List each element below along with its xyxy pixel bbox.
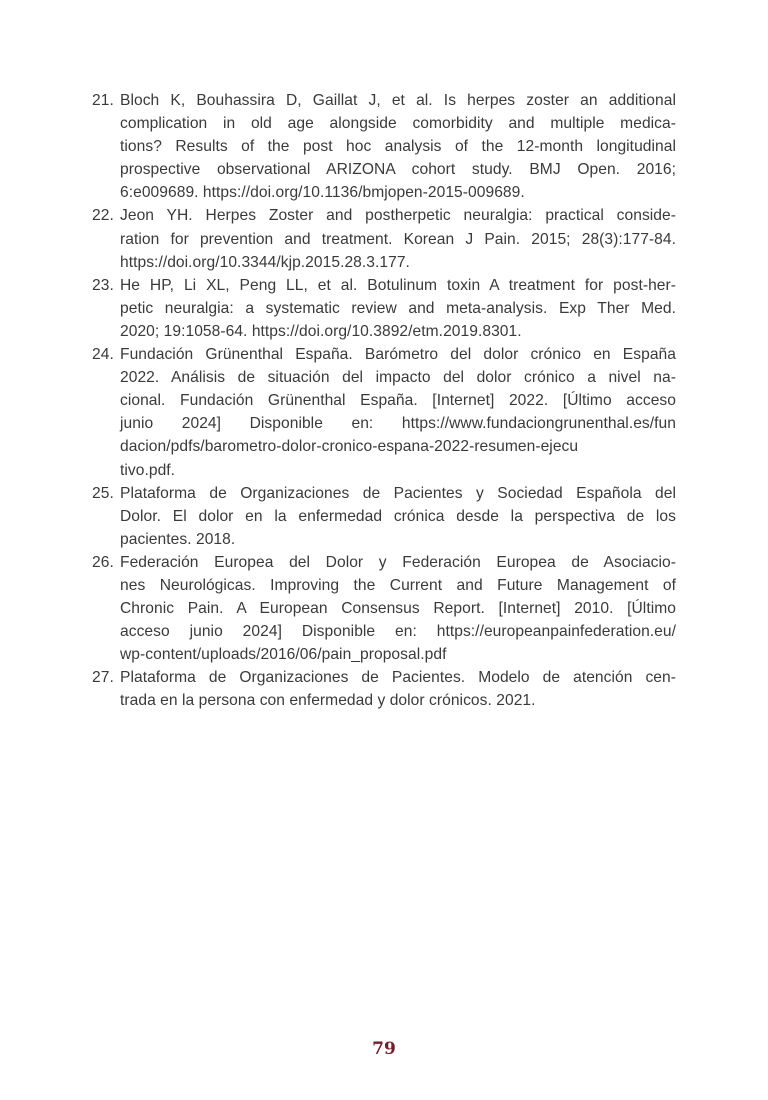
reference-item (92, 204, 676, 273)
reference-text-line: cional. Fundación Grünenthal España. [Internet] 2022. [Último acceso (120, 392, 676, 410)
reference-text-line: Federación Europea del Dolor y Federación Europea de Asociacio- (120, 553, 676, 571)
reference-item (92, 482, 676, 551)
reference-text-line: acceso junio 2024] Disponible en: https://europeanpainfederation.eu/ (120, 623, 676, 641)
reference-text-line: He HP, Li XL, Peng LL, et al. Botulinum toxin A treatment for post-her- (120, 276, 676, 294)
reference-text-line: Chronic Pain. A European Consensus Report. [Internet] 2010. [Último (120, 600, 676, 618)
reference-text-line: pacientes. 2018. (120, 530, 236, 548)
reference-list (92, 89, 676, 713)
reference-number: 27. (92, 669, 114, 687)
reference-text-line: https://doi.org/10.3344/kjp.2015.28.3.177. (120, 253, 410, 271)
reference-number: 23. (92, 276, 114, 294)
reference-number: 21. (92, 92, 114, 109)
reference-item (92, 666, 676, 712)
reference-text-line: wp-content/uploads/2016/06/pain_proposal.pdf (120, 646, 447, 664)
reference-number: 22. (92, 207, 114, 225)
reference-text-line: Jeon YH. Herpes Zoster and postherpetic neuralgia: practical conside- (120, 207, 676, 225)
reference-text-line: nes Neurológicas. Improving the Current and Future Management of (120, 576, 676, 594)
reference-text-line: complication in old age alongside comorbidity and multiple medica- (120, 115, 676, 133)
reference-text-line: 2020; 19:1058-64. https://doi.org/10.3892/etm.2019.8301. (120, 322, 522, 340)
reference-text-line: 2022. Análisis de situación del impacto del dolor crónico a nivel na- (120, 369, 676, 387)
reference-text-line: Fundación Grünenthal España. Barómetro del dolor crónico en España (120, 346, 676, 364)
reference-item (92, 274, 676, 343)
reference-text-line: tions? Results of the post hoc analysis of the 12-month longitudinal (120, 138, 676, 156)
reference-text-line: junio 2024] Disponible en: https://www.fundaciongrunenthal.es/fun (120, 415, 676, 433)
reference-text-line: trada en la persona con enfermedad y dolor crónicos. 2021. (120, 692, 536, 710)
reference-text-line: Dolor. El dolor en la enfermedad crónica desde la perspectiva de los (120, 507, 676, 525)
reference-text-line: 6:e009689. https://doi.org/10.1136/bmjopen-2015-009689. (120, 184, 525, 202)
reference-item (92, 551, 676, 666)
reference-number: 26. (92, 553, 114, 571)
reference-text-line: tivo.pdf. (120, 461, 176, 479)
reference-item (92, 343, 676, 482)
reference-text-line: petic neuralgia: a systematic review and meta-analysis. Exp Ther Med. (120, 299, 676, 317)
reference-text-line: prospective observational ARIZONA cohort study. BMJ Open. 2016; (120, 161, 676, 179)
reference-number: 25. (92, 484, 114, 502)
reference-text-line: Bloch K, Bouhassira D, Gaillat J, et al. Is herpes zoster an additional (120, 92, 676, 109)
reference-number: 24. (92, 346, 114, 364)
reference-text-line: dacion/pdfs/barometro-dolor-cronico-espana-2022-resumen-ejecu (120, 438, 579, 456)
page-number: 79 (372, 1039, 396, 1059)
reference-item (92, 89, 676, 204)
reference-text-line: Plataforma de Organizaciones de Pacientes. Modelo de atención cen- (120, 669, 676, 687)
reference-text-line: Plataforma de Organizaciones de Pacientes y Sociedad Española del (120, 484, 676, 502)
reference-text-line: ration for prevention and treatment. Korean J Pain. 2015; 28(3):177-84. (120, 230, 676, 248)
